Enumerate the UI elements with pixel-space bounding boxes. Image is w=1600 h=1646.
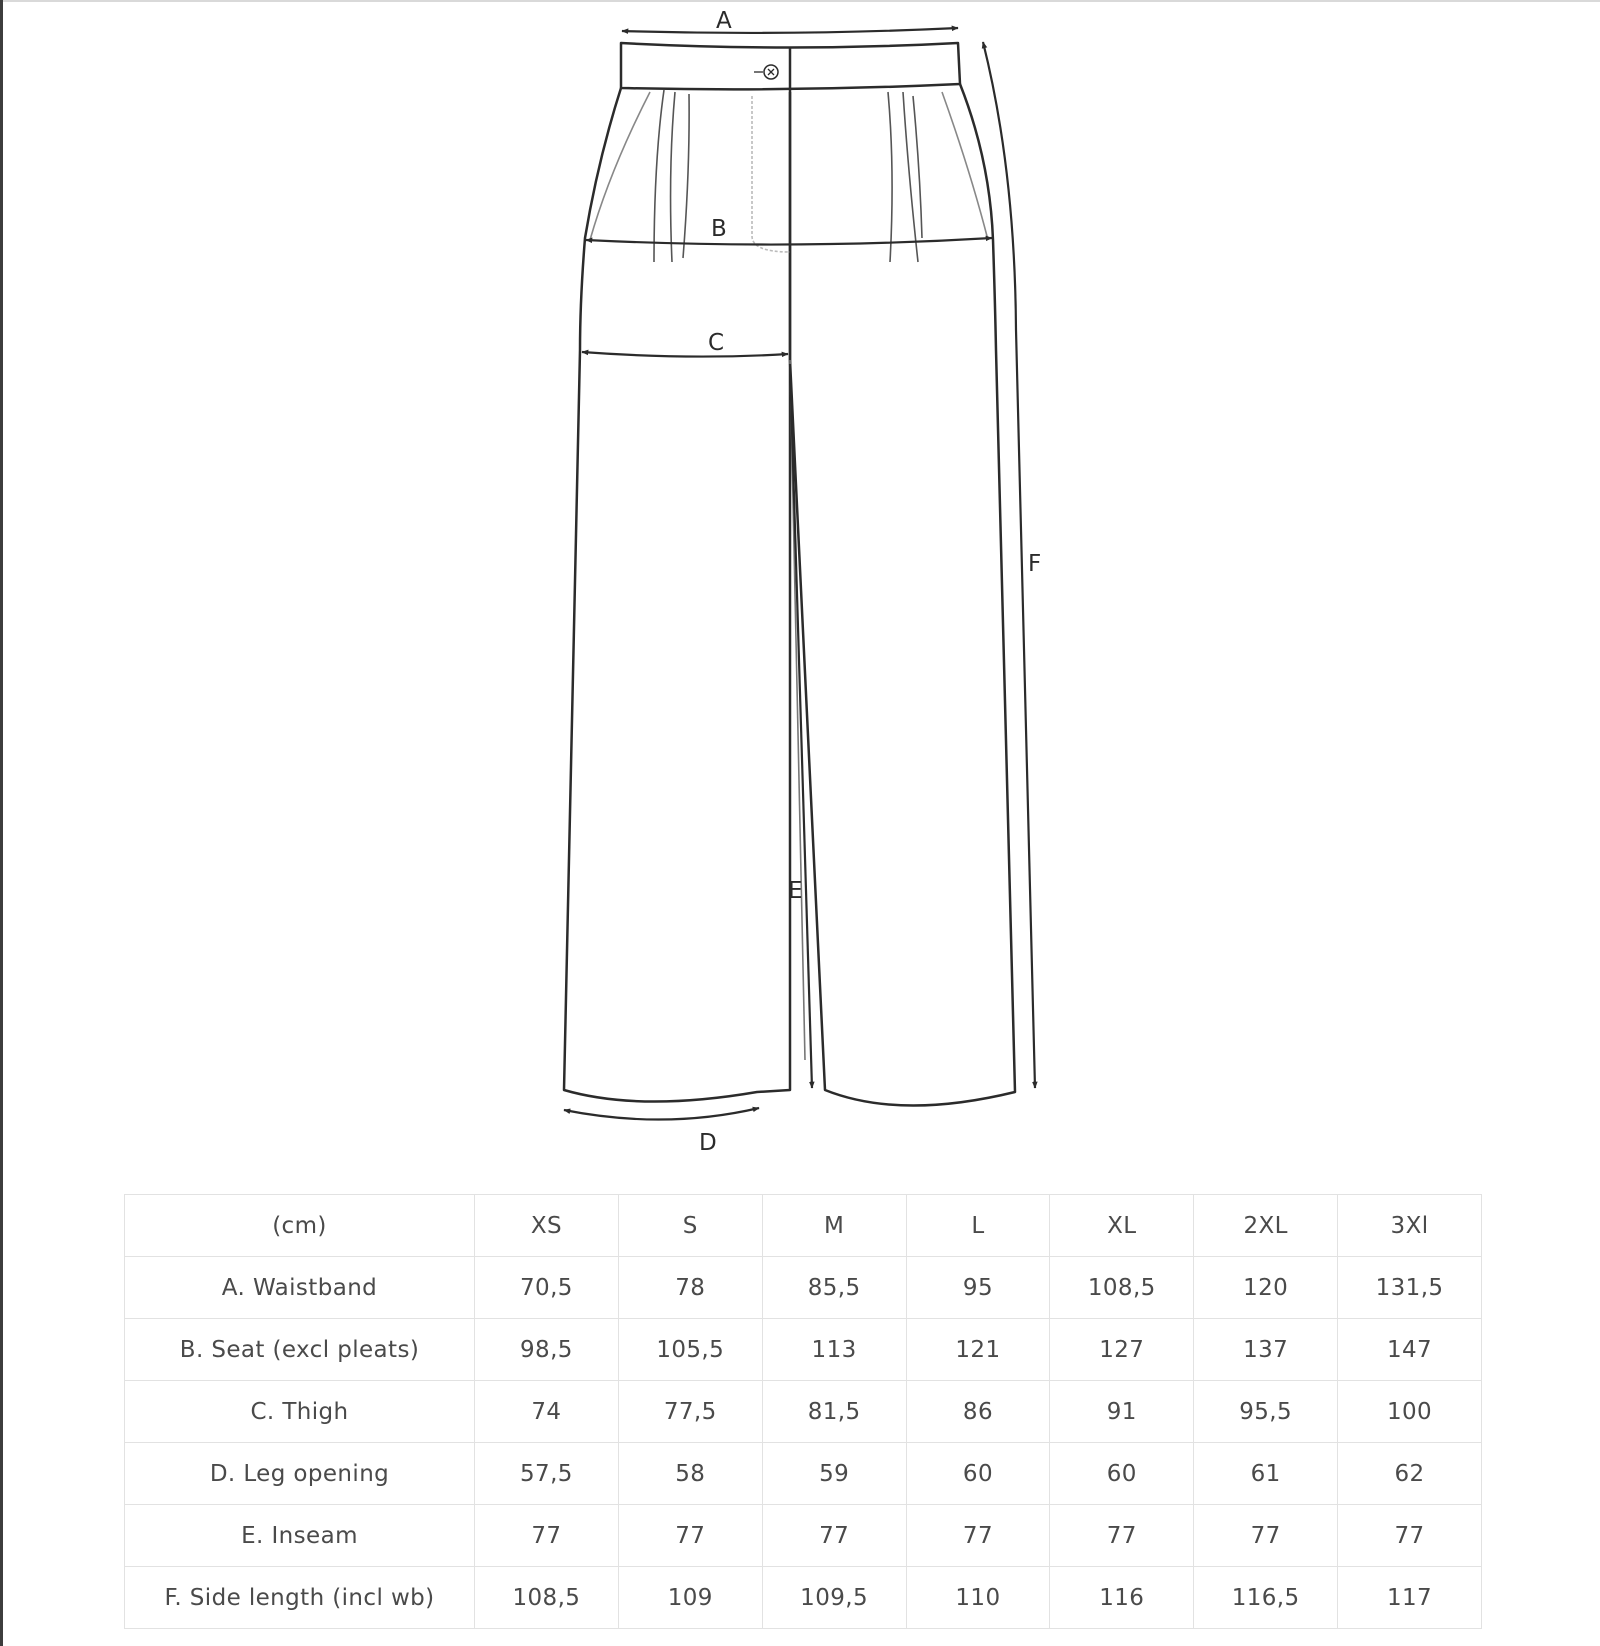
table-cell: 77 <box>475 1505 619 1567</box>
table-row <box>125 1257 1482 1319</box>
table-cell: 105,5 <box>618 1319 762 1381</box>
table-row <box>125 1443 1482 1505</box>
table-cell: 110 <box>906 1567 1050 1629</box>
table-cell: 100 <box>1338 1381 1482 1443</box>
row-label: C. Thigh <box>125 1381 475 1443</box>
table-cell: 60 <box>1050 1443 1194 1505</box>
table-cell: 59 <box>762 1443 906 1505</box>
table-cell: 109 <box>618 1567 762 1629</box>
table-row <box>125 1319 1482 1381</box>
table-cell: 95,5 <box>1194 1381 1338 1443</box>
header-cell-size: L <box>906 1195 1050 1257</box>
header-cell-size: XL <box>1050 1195 1194 1257</box>
row-label: F. Side length (incl wb) <box>125 1567 475 1629</box>
label-b: B <box>711 216 727 242</box>
row-label: A. Waistband <box>125 1257 475 1319</box>
label-e: E <box>788 878 803 904</box>
size-chart-table <box>124 1194 1482 1629</box>
header-cell-size: 2XL <box>1194 1195 1338 1257</box>
table-cell: 98,5 <box>475 1319 619 1381</box>
table-cell: 109,5 <box>762 1567 906 1629</box>
arrow-d <box>564 1108 759 1120</box>
trousers-outline <box>564 43 1015 1106</box>
table-row <box>125 1381 1482 1443</box>
row-label: E. Inseam <box>125 1505 475 1567</box>
table-cell: 116,5 <box>1194 1567 1338 1629</box>
table-cell: 60 <box>906 1443 1050 1505</box>
table-cell: 131,5 <box>1338 1257 1482 1319</box>
label-d: D <box>699 1130 717 1156</box>
table-cell: 81,5 <box>762 1381 906 1443</box>
header-cell-size: S <box>618 1195 762 1257</box>
table-cell: 108,5 <box>475 1567 619 1629</box>
table-cell: 58 <box>618 1443 762 1505</box>
table-cell: 147 <box>1338 1319 1482 1381</box>
table-cell: 108,5 <box>1050 1257 1194 1319</box>
row-label: B. Seat (excl pleats) <box>125 1319 475 1381</box>
label-a: A <box>716 8 732 34</box>
label-c: C <box>708 330 725 356</box>
table-cell: 77 <box>762 1505 906 1567</box>
button-icon <box>754 65 778 79</box>
table-cell: 74 <box>475 1381 619 1443</box>
table-cell: 116 <box>1050 1567 1194 1629</box>
header-cell-size: 3Xl <box>1338 1195 1482 1257</box>
table-cell: 113 <box>762 1319 906 1381</box>
table-cell: 117 <box>1338 1567 1482 1629</box>
table-cell: 77 <box>906 1505 1050 1567</box>
table-cell: 95 <box>906 1257 1050 1319</box>
header-cell-unit: (cm) <box>125 1195 475 1257</box>
header-cell-size: XS <box>475 1195 619 1257</box>
table-cell: 86 <box>906 1381 1050 1443</box>
table-cell: 121 <box>906 1319 1050 1381</box>
arrow-c <box>582 352 788 357</box>
table-cell: 77 <box>1050 1505 1194 1567</box>
table-row <box>125 1567 1482 1629</box>
table-cell: 127 <box>1050 1319 1194 1381</box>
table-cell: 77 <box>1194 1505 1338 1567</box>
table-cell: 62 <box>1338 1443 1482 1505</box>
table-cell: 77,5 <box>618 1381 762 1443</box>
table-cell: 61 <box>1194 1443 1338 1505</box>
table-cell: 77 <box>1338 1505 1482 1567</box>
header-cell-size: M <box>762 1195 906 1257</box>
table-cell: 85,5 <box>762 1257 906 1319</box>
table-cell: 77 <box>618 1505 762 1567</box>
table-cell: 70,5 <box>475 1257 619 1319</box>
row-label: D. Leg opening <box>125 1443 475 1505</box>
table-cell: 78 <box>618 1257 762 1319</box>
label-f: F <box>1028 551 1042 577</box>
table-cell: 57,5 <box>475 1443 619 1505</box>
arrow-a <box>622 28 958 33</box>
table-header-row <box>125 1195 1482 1257</box>
table-cell: 137 <box>1194 1319 1338 1381</box>
table-cell: 120 <box>1194 1257 1338 1319</box>
table-row <box>125 1505 1482 1567</box>
table-cell: 91 <box>1050 1381 1194 1443</box>
